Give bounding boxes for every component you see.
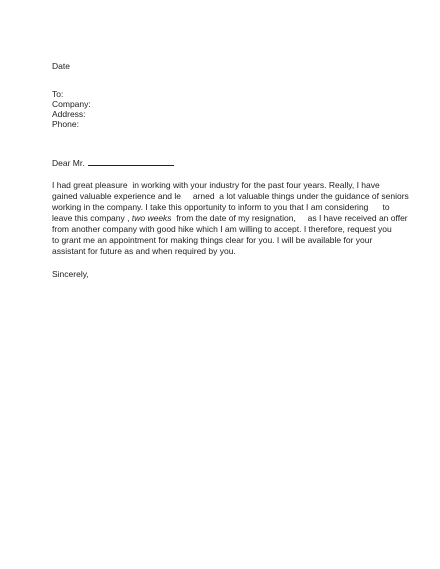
body-line-1: I had great pleasure in working with your industry for the past four years. Really, I have [52, 180, 380, 190]
body-line-4-start: leave this company , [52, 213, 130, 223]
body-line-4-end: from the date of my resignation, as I have received an offer [171, 213, 408, 223]
closing: Sincerely, [52, 269, 89, 279]
salutation-line [52, 157, 174, 168]
body-line-4 [52, 213, 408, 223]
name-blank [88, 157, 174, 166]
body-line-4-italic: two weeks [131, 213, 172, 223]
to-label: To: [52, 89, 64, 99]
address-label: Address: [52, 109, 86, 119]
body-line-6: to grant me an appointment for making things clear for you. I will be available for your [52, 235, 373, 245]
body-line-3: working in the company. I take this opportunity to inform to you that I am considering to [52, 202, 390, 212]
body-line-2: gained valuable experience and le arned a lot valuable things under the guidance of seniors [52, 191, 409, 201]
company-label: Company: [52, 99, 91, 109]
body-line-7: assistant for future as and when required by you. [52, 246, 236, 256]
body-line-5: from another company with good hike which I am willing to accept. I therefore, request you [52, 224, 392, 234]
salutation: Dear Mr. [52, 158, 85, 168]
phone-label: Phone: [52, 119, 79, 129]
date-label: Date [52, 61, 70, 71]
